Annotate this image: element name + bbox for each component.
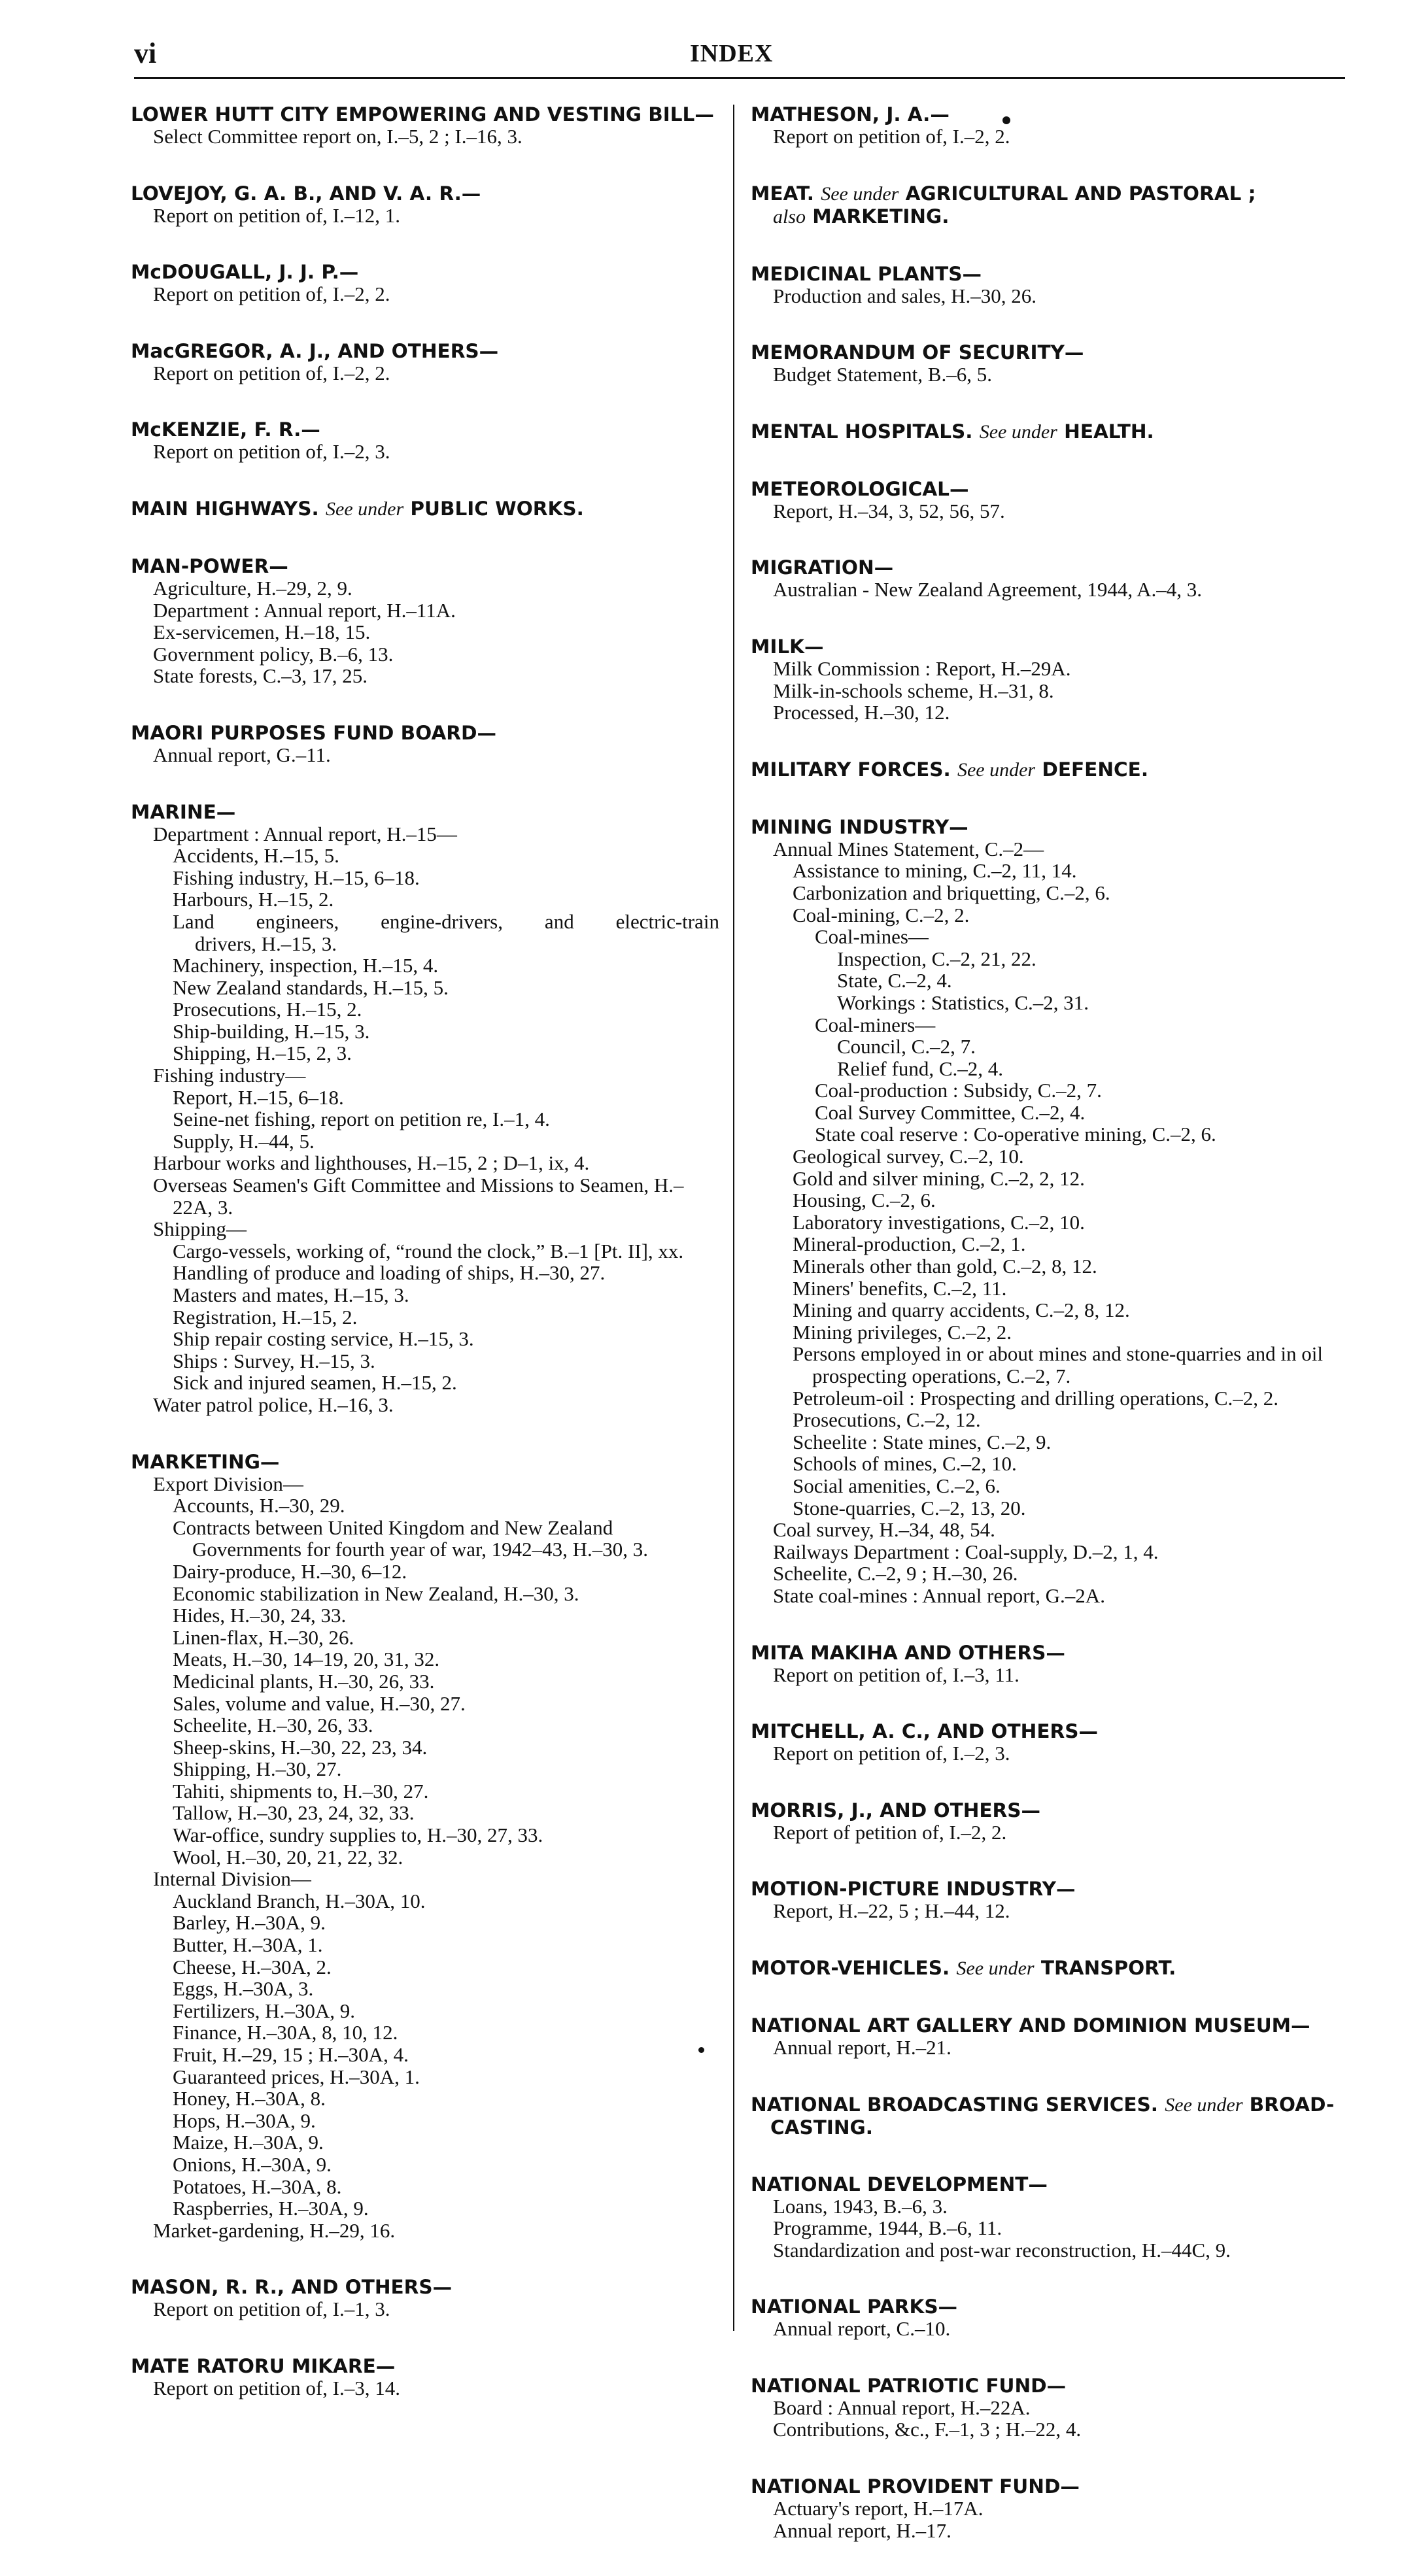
index-entry [751,1799,1339,1844]
entry-line: Contracts between United Kingdom and New Zealand Governments for fourth year of war, 1942–43, H.–30, 3. [173,1516,648,1561]
entry-line: Social amenities, C.–2, 6. [793,1474,1001,1497]
cross-reference: BROAD-CASTING. [770,2093,1335,2139]
entry-line: State, C.–2, 4. [837,969,952,992]
index-entry [751,2173,1339,2262]
index-entry-mining [751,816,1339,1607]
entry-line: Report, H.–34, 3, 52, 56, 57. [773,499,1005,522]
entry-heading: NATIONAL PROVIDENT FUND— [751,2475,1080,2498]
entry-line: Ships : Survey, H.–15, 3. [173,1349,375,1372]
entry-heading-crossref [751,1957,1339,1980]
column-divider [733,105,734,2331]
entry-line: Supply, H.–44, 5. [173,1129,315,1153]
index-entry [751,2375,1339,2441]
entry-heading: LOWER HUTT CITY EMPOWERING AND VESTING BILL— [131,103,714,126]
entry-line: drivers, H.–15, 3. [195,932,337,955]
see-under-label: See under [979,420,1057,443]
entry-line: Maize, H.–30A, 9. [173,2131,324,2154]
index-entry [131,722,719,766]
entry-line: Sales, volume and value, H.–30, 27. [173,1691,466,1715]
cross-reference: HEALTH. [1064,420,1154,443]
entry-line: Report on petition of, I.–1, 3. [153,2297,390,2321]
entry-line: Government policy, B.–6, 13. [153,642,394,666]
entry-line: State coal reserve : Co-operative mining, C.–2, 6. [815,1123,1216,1146]
entry-heading: LOVEJOY, G. A. B., AND V. A. R.— [131,182,481,205]
entry-line: Processed, H.–30, 12. [773,701,950,724]
entry-line: Overseas Seamen's Gift Committee and Missions to Seamen, H.–22A, 3. [153,1174,684,1219]
left-column [131,103,719,2434]
entry-heading: MITCHELL, A. C., AND OTHERS— [751,1720,1098,1743]
entry-line: Production and sales, H.–30, 26. [773,284,1036,307]
entry-line: Relief fund, C.–2, 4. [837,1057,1003,1080]
entry-heading-crossref [751,2093,1339,2139]
index-entry [751,182,1339,228]
entry-line: Potatoes, H.–30A, 8. [173,2175,342,2198]
entry-line: Report on petition of, I.–2, 2. [153,361,390,384]
entry-line: Persons employed in or about mines and stone-quarries and in oil prospecting operations, C.–2, 7. [793,1342,1324,1387]
entry-line: New Zealand standards, H.–15, 5. [173,975,449,999]
cross-reference: MARKETING. [812,205,950,228]
entry-line: Cargo-vessels, working of, “round the clock,” B.–1 [Pt. II], xx. [173,1239,684,1263]
cross-reference: DEFENCE. [1042,758,1149,781]
entry-heading-text: MILITARY FORCES. [751,758,951,781]
index-entry [751,103,1339,148]
entry-heading-crossref [751,420,1339,443]
entry-line: Handling of produce and loading of ships, H.–30, 27. [173,1261,606,1285]
entry-line: Accidents, H.–15, 5. [173,844,339,868]
entry-heading-text: NATIONAL BROADCASTING SERVICES. [751,2093,1158,2116]
see-under-label: See under [956,1957,1035,1979]
entry-line: Market-gardening, H.–29, 16. [153,2218,396,2242]
entry-line: Cheese, H.–30A, 2. [173,1955,332,1978]
entry-line: Loans, 1943, B.–6, 3. [773,2194,948,2218]
entry-line: Economic stabilization in New Zealand, H.–30, 3. [173,1582,579,1605]
entry-heading: MEMORANDUM OF SECURITY— [751,341,1084,364]
entry-line: Sick and injured seamen, H.–15, 2. [173,1371,457,1395]
entry-line: Coal-mines— [815,925,929,949]
entry-line: Select Committee report on, I.–5, 2 ; I.–16, 3. [153,125,522,148]
entry-line: Department : Annual report, H.–11A. [153,598,456,622]
entry-heading: METEOROLOGICAL— [751,477,969,500]
entry-line: Scheelite, C.–2, 9 ; H.–30, 26. [773,1562,1018,1585]
entry-line: Mining privileges, C.–2, 2. [793,1320,1012,1344]
entry-line: Council, C.–2, 7. [837,1035,976,1059]
index-entry [131,2355,719,2399]
entry-line: Registration, H.–15, 2. [173,1305,358,1329]
entry-line: Machinery, inspection, H.–15, 4. [173,954,439,977]
entry-line: Fruit, H.–29, 15 ; H.–30A, 4. [173,2043,409,2066]
entry-line: Annual report, G.–11. [153,743,331,766]
entry-line: Tallow, H.–30, 23, 24, 32, 33. [173,1801,415,1825]
index-entry [131,340,719,384]
entry-line: Report on petition of, I.–2, 2. [773,125,1010,148]
entry-line: Contributions, &c., F.–1, 3 ; H.–22, 4. [773,2418,1082,2441]
entry-line: Report on petition of, I.–2, 3. [153,440,390,464]
cross-reference: AGRICULTURAL AND PASTORAL ; [905,182,1256,205]
index-entry [131,498,719,520]
entry-line: Ship repair costing service, H.–15, 3. [173,1327,474,1351]
entry-line: Gold and silver mining, C.–2, 2, 12. [793,1166,1085,1190]
index-entry [751,1957,1339,1980]
entry-line: Harbour works and lighthouses, H.–15, 2 ; D–1, ix, 4. [153,1151,590,1175]
entry-line: Honey, H.–30A, 8. [173,2087,326,2110]
entry-line: Ship-building, H.–15, 3. [173,1019,370,1043]
entry-line: Schools of mines, C.–2, 10. [793,1452,1017,1476]
entry-line: Railways Department : Coal-supply, D.–2, 1, 4. [773,1540,1159,1563]
entry-line: Internal Division— [153,1867,311,1891]
entry-heading: NATIONAL ART GALLERY AND DOMINION MUSEUM— [751,2014,1310,2037]
entry-line: Milk Commission : Report, H.–29A. [773,656,1071,680]
entry-line: Scheelite : State mines, C.–2, 9. [793,1430,1052,1453]
entry-line: Mineral-production, C.–2, 1. [793,1232,1026,1256]
entry-line: Prosecutions, H.–15, 2. [173,998,362,1021]
entry-line: Barley, H.–30A, 9. [173,1911,326,1935]
entry-line: Shipping, H.–15, 2, 3. [173,1042,352,1065]
entry-heading-text: MEAT. [751,182,814,205]
entry-line: Australian - New Zealand Agreement, 1944, A.–4, 3. [773,578,1202,602]
entry-line: Workings : Statistics, C.–2, 31. [837,991,1089,1014]
entry-line: Hops, H.–30A, 9. [173,2109,316,2132]
entry-line: Tahiti, shipments to, H.–30, 27. [173,1779,429,1803]
entry-line: Coal-production : Subsidy, C.–2, 7. [815,1079,1102,1102]
index-entry [751,341,1339,386]
entry-line: Mining and quarry accidents, C.–2, 8, 12. [793,1298,1130,1322]
index-entry [131,555,719,687]
entry-heading: NATIONAL PATRIOTIC FUND— [751,2374,1067,2397]
entry-line: Report of petition of, I.–2, 2. [773,1820,1007,1844]
entry-heading: MINING INDUSTRY— [751,815,968,838]
index-entry [131,103,719,148]
entry-line: Carbonization and briquetting, C.–2, 6. [793,881,1110,904]
entry-line: Coal-miners— [815,1013,936,1036]
entry-line: Coal survey, H.–34, 48, 54. [773,1518,995,1542]
index-entry-marine [131,801,719,1416]
entry-heading: MORRIS, J., AND OTHERS— [751,1799,1041,1822]
entry-heading: MARINE— [131,800,236,823]
index-entry [751,1878,1339,1922]
entry-line: Housing, C.–2, 6. [793,1189,936,1212]
entry-line: Masters and mates, H.–15, 3. [173,1283,409,1306]
index-entry [751,636,1339,724]
entry-line: Ex-servicemen, H.–18, 15. [153,620,371,644]
index-entry [131,261,719,305]
index-entry [751,478,1339,522]
entry-line: State forests, C.–3, 17, 25. [153,664,368,688]
page-number: vi [134,37,157,69]
entry-line: Shipping, H.–30, 27. [173,1757,342,1781]
entry-line: Minerals other than gold, C.–2, 8, 12. [793,1255,1097,1278]
index-entry [751,2296,1339,2340]
entry-heading: MATE RATORU MIKARE— [131,2354,396,2377]
entry-line: Report on petition of, I.–2, 2. [153,282,390,306]
entry-line: Wool, H.–30, 20, 21, 22, 32. [173,1845,403,1869]
entry-line: Dairy-produce, H.–30, 6–12. [173,1559,407,1583]
index-entry [751,758,1339,781]
entry-heading: MILK— [751,635,824,658]
entry-line: Report on petition of, I.–2, 3. [773,1742,1010,1765]
entry-heading: MAN-POWER— [131,554,288,577]
also-label: also [773,205,806,228]
entry-line: Export Division— [153,1472,303,1495]
entry-line: Miners' benefits, C.–2, 11. [793,1276,1007,1300]
entry-heading-crossref [131,498,719,520]
entry-heading: MASON, R. R., AND OTHERS— [131,2276,453,2299]
entry-line: Fishing industry, H.–15, 6–18. [173,866,420,889]
entry-line: War-office, sundry supplies to, H.–30, 27, 33. [173,1823,543,1847]
entry-heading-crossref [751,182,1339,205]
entry-line: Medicinal plants, H.–30, 26, 33. [173,1669,435,1693]
entry-line: Coal-mining, C.–2, 2. [793,903,970,926]
header-rule [134,77,1345,79]
entry-heading: McDOUGALL, J. J. P.— [131,261,359,284]
entry-line: Report on petition of, I.–3, 11. [773,1663,1019,1686]
entry-heading-crossref-cont [773,205,1339,228]
entry-line: Fertilizers, H.–30A, 9. [173,1999,355,2022]
index-entry [751,1642,1339,1686]
entry-line: Water patrol police, H.–16, 3. [153,1393,394,1416]
entry-line: Report, H.–15, 6–18. [173,1085,344,1109]
entry-line: Fishing industry— [153,1064,306,1087]
entry-line: Programme, 1944, B.–6, 11. [773,2216,1002,2240]
entry-line: Budget Statement, B.–6, 5. [773,363,992,386]
index-entry-marketing [131,1451,719,2242]
entry-line: State coal-mines : Annual report, G.–2A. [773,1584,1105,1607]
entry-heading: McKENZIE, F. R.— [131,418,320,441]
index-entry [131,182,719,227]
entry-line: Coal Survey Committee, C.–2, 4. [815,1100,1086,1124]
entry-line: Agriculture, H.–29, 2, 9. [153,576,352,600]
entry-line: Report on petition of, I.–12, 1. [153,203,400,227]
entry-heading: NATIONAL PARKS— [751,2296,958,2318]
entry-heading: MAORI PURPOSES FUND BOARD— [131,721,496,744]
index-entry [751,420,1339,443]
entry-line: Annual report, H.–21. [773,2035,951,2059]
right-column [751,103,1339,2576]
index-entry [131,418,719,463]
entry-line: Finance, H.–30A, 8, 10, 12. [173,2021,398,2044]
page-title: INDEX [690,40,774,67]
entry-line: Shipping— [153,1217,247,1241]
entry-line: Raspberries, H.–30A, 9. [173,2197,369,2220]
entry-line: Hides, H.–30, 24, 33. [173,1604,347,1627]
entry-line: Sheep-skins, H.–30, 22, 23, 34. [173,1735,428,1759]
entry-line: Department : Annual report, H.–15— [153,822,457,845]
entry-heading: MacGREGOR, A. J., AND OTHERS— [131,339,499,362]
entry-line: Geological survey, C.–2, 10. [793,1145,1024,1168]
index-entry [751,2093,1339,2139]
see-under-label: See under [821,182,899,205]
index-entry [751,1720,1339,1765]
entry-line: Accounts, H.–30, 29. [173,1494,345,1517]
entry-line: Guaranteed prices, H.–30A, 1. [173,2065,420,2088]
entry-line: Annual report, H.–17. [773,2518,951,2542]
entry-line: Meats, H.–30, 14–19, 20, 31, 32. [173,1648,440,1671]
index-entry [751,2014,1339,2059]
entry-heading-text: MENTAL HOSPITALS. [751,420,973,443]
entry-line: Actuary's report, H.–17A. [773,2497,984,2520]
entry-heading: MARKETING— [131,1450,280,1473]
entry-line: Annual Mines Statement, C.–2— [773,837,1044,860]
entry-line: Report on petition of, I.–3, 14. [153,2376,400,2399]
entry-line: Seine-net fishing, report on petition re, I.–1, 4. [173,1108,550,1131]
entry-line: Milk-in-schools scheme, H.–31, 8. [773,679,1054,702]
entry-line: Report, H.–22, 5 ; H.–44, 12. [773,1899,1010,1923]
entry-line: Linen-flax, H.–30, 26. [173,1625,354,1649]
see-under-label: See under [1165,2093,1243,2116]
entry-line: Assistance to mining, C.–2, 11, 14. [793,859,1077,883]
entry-line: Standardization and post-war reconstruction, H.–44C, 9. [773,2238,1231,2262]
entry-line: Eggs, H.–30A, 3. [173,1977,314,2001]
entry-heading: MITA MAKIHA AND OTHERS— [751,1641,1065,1664]
entry-line: Auckland Branch, H.–30A, 10. [173,1889,426,1912]
index-entry [131,2276,719,2320]
entry-heading-crossref [751,758,1339,781]
page-header [134,37,1345,82]
index-entry [751,556,1339,601]
ink-speck [698,2047,704,2053]
entry-heading-text: MAIN HIGHWAYS. [131,497,319,520]
entry-heading: MEDICINAL PLANTS— [751,262,982,285]
entry-line: Annual report, C.–10. [773,2317,951,2341]
index-entry [751,2475,1339,2541]
entry-line: Scheelite, H.–30, 26, 33. [173,1714,373,1737]
entry-line: Inspection, C.–2, 21, 22. [837,947,1036,970]
see-under-label: See under [326,498,404,520]
entry-line: Laboratory investigations, C.–2, 10. [793,1210,1085,1234]
entry-line: Butter, H.–30A, 1. [173,1933,323,1957]
entry-line: Harbours, H.–15, 2. [173,888,334,911]
cross-reference: PUBLIC WORKS. [410,497,584,520]
entry-line: Board : Annual report, H.–22A. [773,2396,1031,2419]
entry-heading: MIGRATION— [751,556,894,579]
entry-line: Onions, H.–30A, 9. [173,2152,332,2176]
entry-line: Land engineers, engine-drivers, and electric-train [173,909,719,933]
entry-line: Prosecutions, C.–2, 12. [793,1408,981,1432]
entry-heading: MATHESON, J. A.— [751,103,950,126]
entry-line: Stone-quarries, C.–2, 13, 20. [793,1496,1026,1519]
see-under-label: See under [957,758,1036,781]
entry-heading-text: MOTOR-VEHICLES. [751,1956,950,1979]
entry-heading: NATIONAL DEVELOPMENT— [751,2173,1048,2195]
ink-speck [1002,116,1010,124]
cross-reference: TRANSPORT. [1040,1956,1176,1979]
entry-heading: MOTION-PICTURE INDUSTRY— [751,1878,1076,1901]
index-entry [751,263,1339,307]
entry-line: Petroleum-oil : Prospecting and drilling operations, C.–2, 2. [793,1386,1279,1410]
